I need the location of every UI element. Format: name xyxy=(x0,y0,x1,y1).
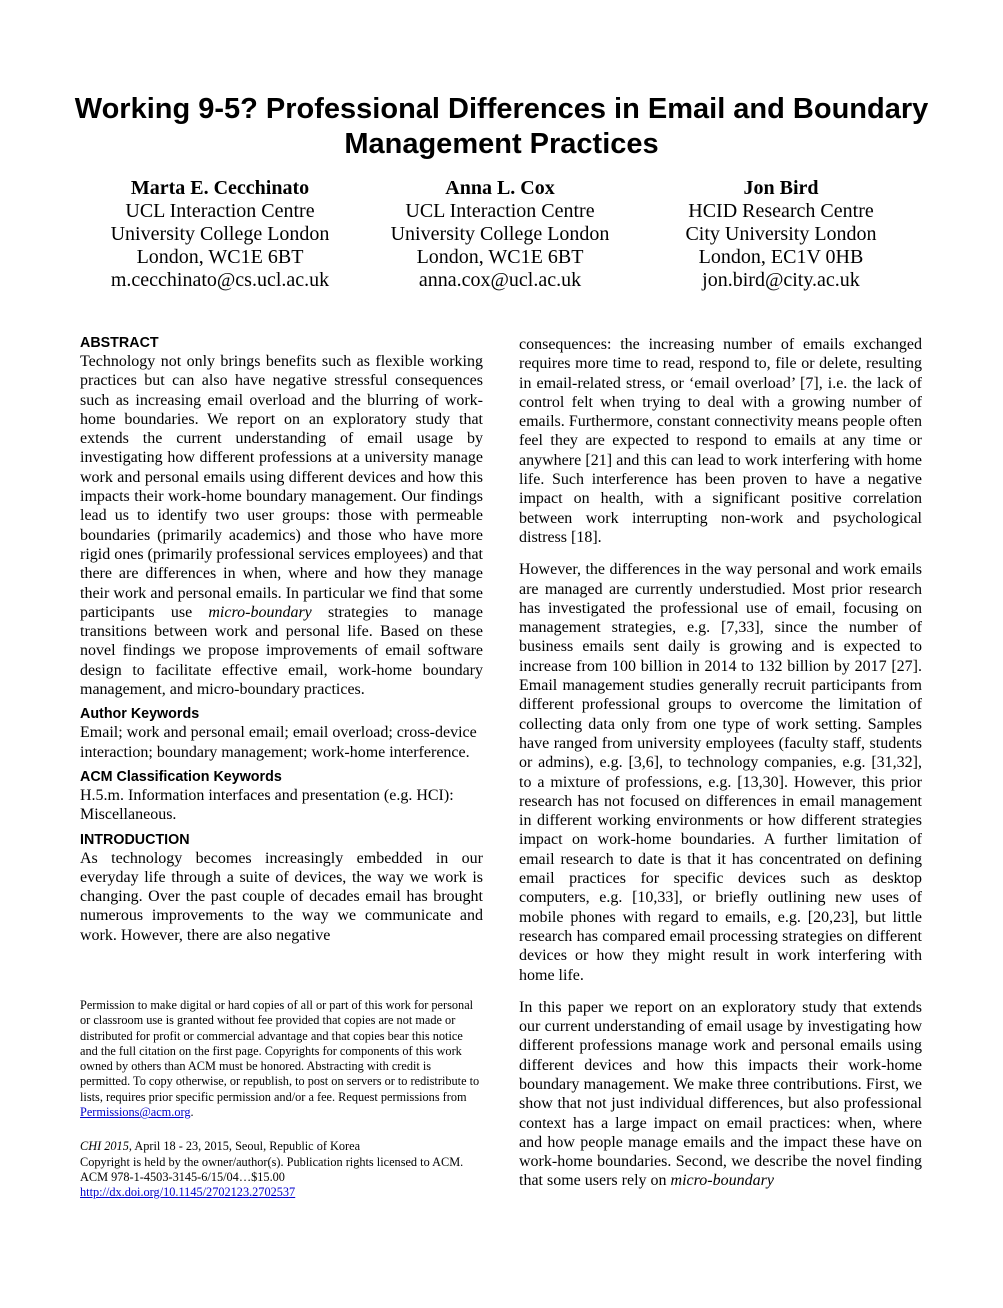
permission-text: Permission to make digital or hard copies of all or part of this work for personal or classroom use is granted without fee provided that copies are not made or distributed for profit or commercial advantage and that copies bear this notice and the full citation on the first page. Copyrights for components of this work owned by others than ACM must be honored. Abstracting with credit is permitted. To copy otherwise, or republish, to post on servers or to redistribute to lists, requires prior specific permission and/or a fee. Request permissions from Permissions@acm.org. xyxy=(80,998,480,1120)
left-column xyxy=(80,335,483,945)
author-block-1 xyxy=(70,177,370,292)
author-institution: University College London xyxy=(390,223,610,245)
author-address: London, WC1E 6BT xyxy=(416,246,584,268)
body-paragraph: In this paper we report on an exploratory study that extends our current understanding of email usage by investigating how different professions manage work and personal emails using different devices and how this impacts their work-home boundary management. We make three contributions. First, we show that not just individual differences, but also professional context has a large impact on email practices: when, where and how people manage emails and the impact these have on work-home boundaries. Second, we describe the novel finding that some users rely on micro-boundary xyxy=(519,998,922,1190)
author-affiliation: UCL Interaction Centre xyxy=(405,200,595,222)
doi-link[interactable]: http://dx.doi.org/10.1145/2702123.2702537 xyxy=(80,1185,296,1200)
copyright-text: Copyright is held by the owner/author(s). Publication rights licensed to ACM. ACM 978-1-4503-3145-6/15/04…$15.00 xyxy=(80,1154,464,1184)
paper-title: Working 9-5? Professional Differences in Email and Boundary Management Practices xyxy=(74,93,929,160)
acm-keywords-heading: ACM Classification Keywords xyxy=(80,768,282,785)
author-affiliation: HCID Research Centre xyxy=(688,200,874,222)
author-block-2 xyxy=(350,177,650,292)
author-name: Marta E. Cecchinato xyxy=(130,177,310,199)
author-institution: University College London xyxy=(110,223,330,245)
body-paragraph: However, the differences in the way personal and work emails are managed are currently understudied. Most prior research has investigated the professional use of email, focusing on management strategies, e.g. [7,33], since the number of business emails sent daily is growing and is expected to increase from 100 billion in 2014 to 132 billion by 2017 [27]. Email management studies generally recruit participants from different professional groups to overcome the limitation of collecting data only from one type of work setting. Samples have ranged from university employees (faculty staff, students or admins), e.g. [3,6], to technology companies, e.g. [31,32], to a mixture of professions, e.g. [13,30]. However, this prior research has not focused on differences in email management in different working environments or how different strategies impact on work-home boundaries. A further limitation of email research to date is that it has concentrated on defining email practices for specific devices such as desktop computers, e.g. [10,33], or briefly outlining new uses of mobile phones with regard to emails, e.g. [20,23], but little research has compared email processing strategies on different devices or how they might result in work interfering with home life. xyxy=(519,561,922,984)
introduction-text: As technology becomes increasingly embedded in our everyday life through a suite of devices, the way we work is changing. Over the past couple of decades email has brought numerous improvements to the way we communicate and work. However, there are also negative xyxy=(80,849,483,944)
author-name: Anna L. Cox xyxy=(445,177,555,199)
author-keywords-text: Email; work and personal email; email overload; cross-device interaction; boundary management; work-home interference. xyxy=(80,724,477,761)
author-email: m.cecchinato@cs.ucl.ac.uk xyxy=(110,269,330,291)
conference-line: CHI 2015, April 18 - 23, 2015, Seoul, Republic of Korea xyxy=(80,1139,361,1154)
author-address: London, WC1E 6BT xyxy=(136,246,304,268)
permission-notice xyxy=(80,998,483,1201)
abstract-heading: ABSTRACT xyxy=(80,335,159,351)
author-name: Jon Bird xyxy=(743,177,819,199)
body-paragraph: consequences: the increasing number of emails exchanged requires more time to read, respond to, file or delete, resulting in email-related stress, or ‘email overload’ [7], i.e. the lack of control felt when trying to deal with a growing number of emails. Furthermore, constant connectivity means people often feel they are expected to respond to emails at any time or anywhere [21] and this can lead to work interfering with home life. Such interference has been proven to have a negative impact on health, with a significant positive correlation between work interrupting non-work and psychological distress [18]. xyxy=(519,336,922,546)
author-email: jon.bird@city.ac.uk xyxy=(702,269,860,291)
acm-keywords-text: H.5.m. Information interfaces and presentation (e.g. HCI): Miscellaneous. xyxy=(80,786,454,824)
author-keywords-heading: Author Keywords xyxy=(80,706,200,723)
author-address: London, EC1V 0HB xyxy=(698,246,864,268)
right-column xyxy=(519,335,922,1191)
author-block-3 xyxy=(631,177,931,292)
author-institution: City University London xyxy=(685,223,877,245)
abstract-text: Technology not only brings benefits such as flexible working practices but can also have negative stressful consequences such as increasing email overload and the blurring of work-home boundaries. We report on an exploratory study that extends the current understanding of email usage by investigating how different professions at a university manage work and personal emails using different devices and how this impacts their work-home boundary management. Our findings lead us to identify two user groups: those with permeable boundaries (primarily academics) and those who have more rigid ones (primarily professional services employees) and that there are differences in when, where and how they manage their work and personal emails. In particular we find that some participants use micro-boundary strategies to manage transitions between work and personal life. Based on these novel findings we propose improvements of email software design to facilitate effective email, work-home boundary management, and micro-boundary practices. xyxy=(80,353,483,699)
permissions-email-link[interactable]: Permissions@acm.org xyxy=(80,1105,191,1120)
introduction-heading: INTRODUCTION xyxy=(80,831,190,848)
author-email: anna.cox@ucl.ac.uk xyxy=(418,269,582,291)
author-affiliation: UCL Interaction Centre xyxy=(125,200,315,222)
